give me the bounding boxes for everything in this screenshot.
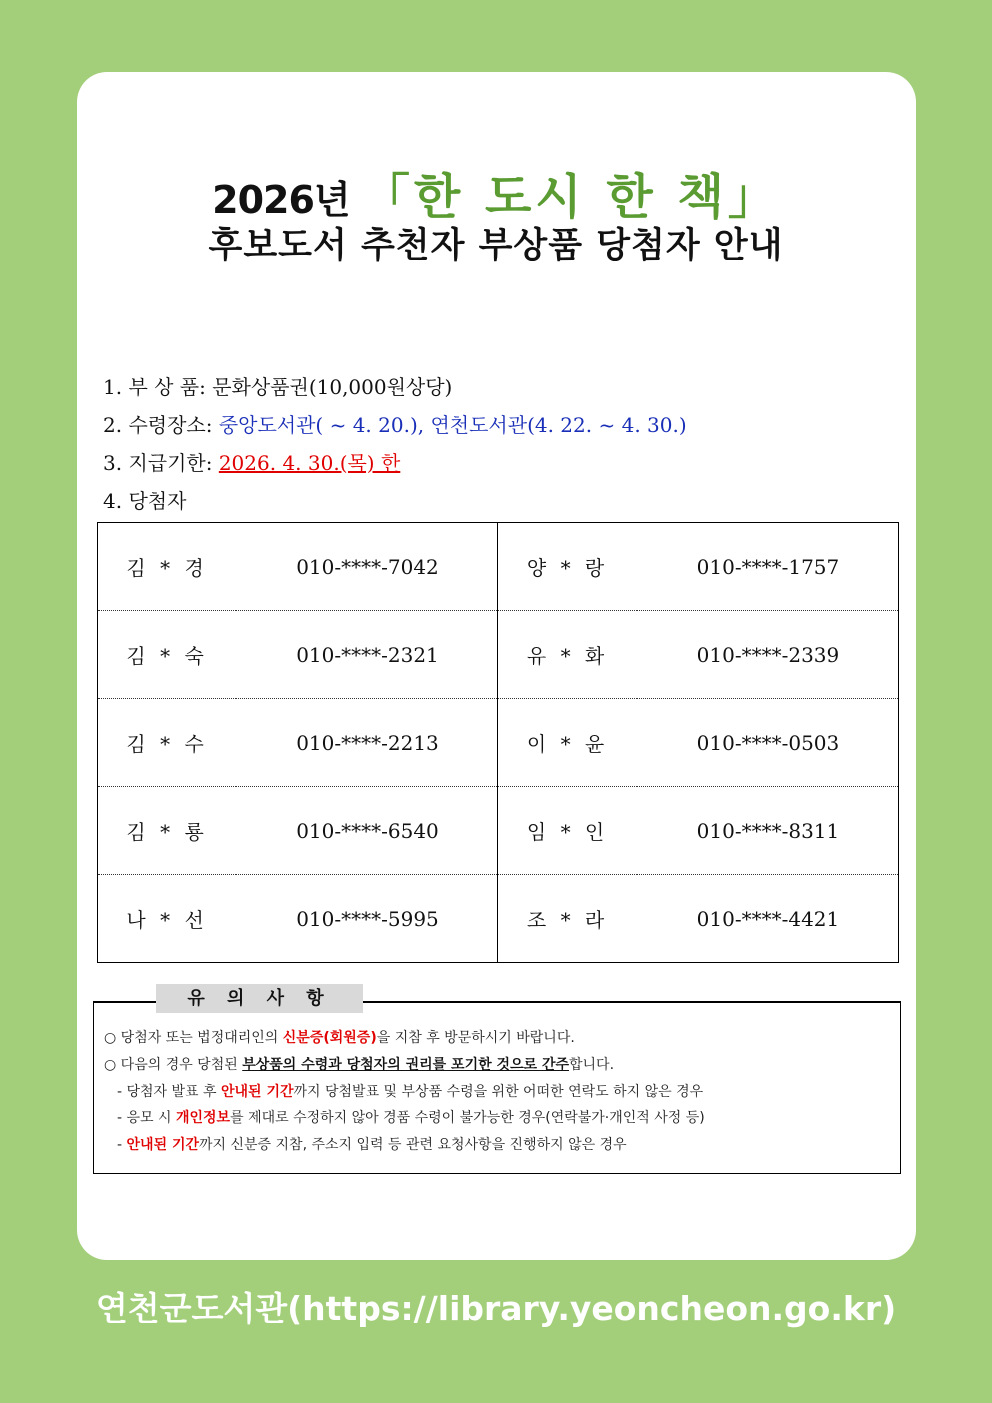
title-year: 2026년	[212, 178, 350, 222]
info-prize: 1. 부 상 품: 문화상품권(10,000원상당)	[103, 375, 453, 399]
winners-table	[97, 522, 899, 963]
winner-name: 김 * 수	[98, 699, 237, 787]
table-row	[98, 875, 899, 963]
info-place: 2. 수령장소: 중앙도서관( ~ 4. 20.), 연천도서관(4. 22. ~ 4. 30.)	[103, 413, 687, 437]
info-deadline: 3. 지급기한: 2026. 4. 30.(목) 한	[103, 451, 401, 475]
winner-phone: 010-****-2339	[637, 611, 899, 699]
winner-name: 나 * 선	[98, 875, 237, 963]
title-line-1	[0, 158, 992, 227]
winner-name: 김 * 룡	[98, 787, 237, 875]
winner-phone: 010-****-2321	[236, 611, 498, 699]
winner-phone: 010-****-2213	[236, 699, 498, 787]
info-winners-label: 4. 당첨자	[103, 489, 187, 513]
winner-phone: 010-****-1757	[696, 554, 840, 579]
footer-library-link[interactable]: 연천군도서관(https://library.yeoncheon.go.kr)	[95, 1289, 897, 1328]
winner-name: 임 * 인	[498, 787, 637, 875]
title-campaign: 「한 도시 한 책」	[361, 169, 780, 225]
winner-phone: 010-****-6540	[236, 787, 498, 875]
table-row	[98, 787, 899, 875]
table-row	[98, 611, 899, 699]
notice-subitem: - 응모 시 개인정보를 제대로 수정하지 않아 경품 수령이 불가능한 경우(연락불가·개인적 사정 등)	[117, 1110, 705, 1126]
table-row	[98, 523, 899, 611]
notice-subitem: - 안내된 기간까지 신분증 지참, 주소지 입력 등 관련 요청사항을 진행하지 않은 경우	[117, 1137, 627, 1153]
winner-name: 양 * 랑	[526, 556, 609, 580]
title-line-2: 후보도서 추천자 부상품 당첨자 안내	[208, 226, 784, 266]
winner-phone: 010-****-7042	[236, 523, 498, 611]
winner-name: 김 * 숙	[98, 611, 237, 699]
notice-subitem: - 당첨자 발표 후 안내된 기간까지 당첨발표 및 부상품 수령을 위한 어떠한 연락도 하지 않은 경우	[117, 1084, 704, 1100]
notice-item: ○ 당첨자 또는 법정대리인의 신분증(회원증)을 지참 후 방문하시기 바랍니다.	[104, 1030, 575, 1046]
winner-phone: 010-****-5995	[236, 875, 498, 963]
winner-name: 이 * 윤	[498, 699, 637, 787]
winner-phone: 010-****-8311	[637, 787, 899, 875]
table-row	[98, 699, 899, 787]
winner-name: 조 * 라	[498, 875, 637, 963]
winner-name: 김 * 경	[126, 556, 208, 580]
notice-item: ○ 다음의 경우 당첨된 부상품의 수령과 당첨자의 권리를 포기한 것으로 간주합니다.	[104, 1057, 615, 1073]
winner-phone: 010-****-0503	[637, 699, 899, 787]
winner-phone: 010-****-4421	[637, 875, 899, 963]
notice-heading: 유 의 사 항	[156, 984, 363, 1013]
winner-name: 유 * 화	[498, 611, 637, 699]
